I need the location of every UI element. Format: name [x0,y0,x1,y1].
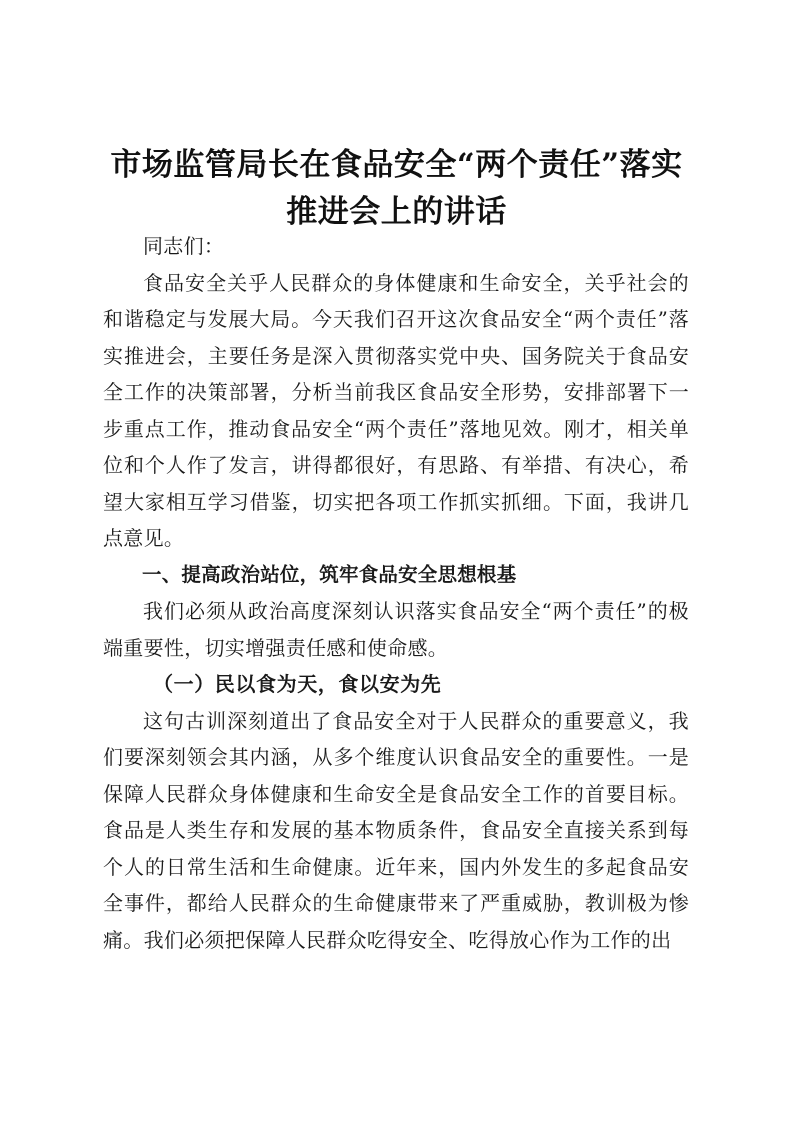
document-title: 市场监管局长在食品安全“两个责任”落实推进会上的讲话 [110,147,683,230]
document-body [103,228,689,958]
intro-paragraph: 食品安全关乎人民群众的身体健康和生命安全，关乎社会的和谐稳定与发展大局。今天我们召开这次食品安全“两个责任”落实推进会，主要任务是深入贯彻落实党中央、国务院关于食品安全工作的决策部署，分析当前我区食品安全形势，安排部署下一步重点工作，推动食品安全“两个责任”落地见效。刚才，相关单位和个人作了发言，讲得都很好，有思路、有举措、有决心，希望大家相互学习借鉴，切实把各项工作抓实抓细。下面，我讲几点意见。 [103,270,689,550]
section-1-paragraph: 我们必须从政治高度深刻认识落实食品安全“两个责任”的极端重要性，切实增强责任感和使命感。 [103,599,689,660]
salutation: 同志们： [143,234,225,258]
subsection-1-paragraph: 这句古训深刻道出了食品安全对于人民群众的重要意义，我们要深刻领会其内涵，从多个维度认识食品安全的重要性。一是保障人民群众身体健康和生命安全是食品安全工作的首要目标。食品是人类生存和发展的基本物质条件，食品安全直接关系到每个人的日常生活和生命健康。近年来，国内外发生的多起食品安全事件，都给人民群众的生命健康带来了严重威胁，教训极为惨痛。我们必须把保障人民群众吃得安全、吃得放心作为工作的出 [103,708,689,952]
section-heading-1: 一、提高政治站位，筑牢食品安全思想根基 [142,562,517,586]
subsection-heading-1: （一）民以食为天，食以安为先 [153,672,442,696]
